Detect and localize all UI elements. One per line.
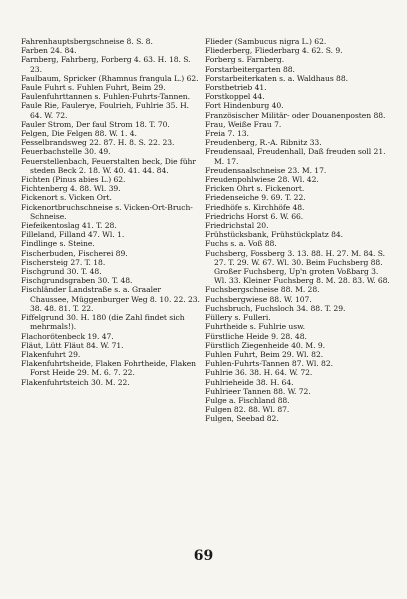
index-column-left — [21, 37, 201, 387]
index-entry: Fischersteig 27. T. 18. — [21, 257, 106, 267]
index-entry: Fahrenhauptsbergschneise 8. S. 8. — [21, 37, 153, 46]
index-entry: Fischländer Landstraße s. a. Graaler Chaussee, Müggenburger Weg 8. 10. 22. 23. 38. 48. 81. T. 22. — [21, 285, 200, 313]
index-entry: Forstarbeitergarten 88. — [205, 64, 295, 74]
index-entry: Faulenfuhrttannen s. Fuhlen-Fuhrts-Tannen. — [21, 92, 190, 102]
index-entry: Forstkoppel 44. — [205, 92, 265, 102]
index-entry: Fuhrtheide s. Fuhlrie usw. — [205, 322, 305, 332]
index-entry: Fuhlrieheide 38. H. 64. — [205, 377, 294, 387]
index-entry: Fricken Ohrt s. Fickenort. — [205, 184, 305, 194]
index-entry: Freudenpohlwiese 28. Wl. 42. — [205, 175, 319, 185]
index-entry: Friedhöfe s. Kirchhöfe 48. — [205, 202, 305, 212]
index-entry: Flakenfuhrtsteich 30. M. 22. — [21, 377, 130, 387]
index-entry: Fulgen, Seebad 82. — [205, 414, 279, 424]
index-entry: Freudenberg, R.-A. Ribnitz 33. — [205, 138, 322, 148]
index-entry: Feuerstellenbach, Feuerstalten beck, Die führ steden Beck 2. 18. W. 40. 41. 44. 84. — [21, 156, 196, 175]
index-entry: Faule Rie, Faulerye, Foulrieh, Fuhlrie 35. H. 64. W. 72. — [21, 101, 190, 120]
index-entry: Felgen, Die Felgen 88. W. 1. 4. — [21, 129, 137, 139]
index-column-right — [205, 37, 391, 424]
index-entry: Fesselbrandsweg 22. 87. H. 8. S. 22. 23. — [21, 138, 175, 148]
index-entry: Farnberg, Fahrberg, Forberg 4. 63. H. 18. S. 23. — [21, 55, 191, 74]
index-entry: Französischer Militär- oder Douanenposten 88. — [205, 110, 386, 120]
index-entry: Farben 24. 84. — [21, 46, 77, 56]
index-entry: Fuchs s. a. Voß 88. — [205, 239, 277, 249]
index-entry: Fuchsberg, Fossberg 3. 13. 88. H. 27. M. 84. S. 27. T. 29. W. 67. Wl. 30. Beim Fuchsberg 88. Großer Fuchsberg, Up'n groten Voßbarg 3. Wl. 33. Kleiner Fuchsberg 8. M. 28. 83. W. 68. — [205, 248, 390, 286]
index-entry: Fulge a. Fischland 88. — [205, 395, 290, 405]
index-entry: Fürstlich Ziegenheide 40. M. 9. — [205, 340, 325, 350]
index-entry: Fläut, Lütt Fläut 84. W. 71. — [21, 340, 124, 350]
index-entry: Flieder (Sambucus nigra L.) 62. — [205, 37, 327, 46]
index-entry: Fürstliche Heide 9. 28. 48. — [205, 331, 307, 341]
index-entry: Freudensaal, Freudenhall, Daß freuden soll 21. M. 17. — [205, 147, 386, 166]
index-entry: Fuchsbergschneise 88. M. 28. — [205, 285, 320, 295]
index-entry: Fuchsbergwiese 88. W. 107. — [205, 294, 312, 304]
index-entry: Filleland, Filland 47. Wl. 1. — [21, 230, 125, 240]
index-entry: Freudensaalschneise 23. M. 17. — [205, 165, 327, 175]
index-entry: Forstbetrieb 41. — [205, 83, 267, 93]
index-entry: Forstarbeiterkaten s. a. Waldhaus 88. — [205, 73, 348, 83]
index-entry: Fuhlen-Fuhrts-Tannen 87. Wl. 82. — [205, 359, 333, 369]
index-entry: Friedenseiche 9. 69. T. 22. — [205, 193, 306, 203]
index-entry: Findlinge s. Steine. — [21, 239, 95, 249]
index-entry: Forberg s. Farnberg. — [205, 55, 285, 65]
index-entry: Füllery s. Fulleri. — [205, 313, 271, 323]
index-entry: Fickenort s. Vicken Ort. — [21, 193, 112, 203]
index-entry: Fiffelgrund 30. H. 180 (die Zahl findet sich mehrmals!). — [21, 313, 185, 332]
index-entry: Fort Hindenburg 40. — [205, 101, 284, 111]
index-entry: Fuhlrie 36. 38. H. 64. W. 72. — [205, 368, 313, 378]
index-entry: Flachorötenbeck 19. 47. — [21, 331, 114, 341]
index-entry: Fulgen 82. 88. Wl. 87. — [205, 405, 290, 415]
index-entry: Fuchsbruch, Fuchsloch 34. 88. T. 29. — [205, 303, 346, 313]
index-entry: Fuhlen Fuhrt, Beim 29. Wl. 82. — [205, 349, 324, 359]
page-number: 69 — [193, 548, 214, 564]
index-entry: Fuhlrieer Tannen 88. W. 72. — [205, 386, 311, 396]
index-entry: Fischgrundsgraben 30. T. 48. — [21, 276, 133, 286]
index-entry: Fichten (Pinus abies L.) 62. — [21, 175, 126, 185]
index-entry: Frau, Weiße Frau 7. — [205, 119, 282, 129]
index-entry: Flakenfuhrtsheide, Flaken Fohrtheide, Flaken Forst Heide 29. M. 6. 7. 22. — [21, 359, 197, 378]
index-entry: Friedrichs Horst 6. W. 66. — [205, 211, 304, 221]
index-entry: Feuerbachstelle 30. 49. — [21, 147, 111, 157]
index-entry: Faulbaum, Spricker (Rhamnus frangula L.) 62. — [21, 73, 199, 83]
index-entry: Fischerbuden, Fischerei 89. — [21, 248, 128, 258]
index-entry: Fiefeikentoslag 41. T. 28. — [21, 221, 117, 231]
index-entry: Fischgrund 30. T. 48. — [21, 267, 102, 277]
index-entry: Frühstücksbank, Frühstückplatz 84. — [205, 230, 344, 240]
index-entry: Fliederberg, Fliederbarg 4. 62. S. 9. — [205, 46, 343, 56]
index-entry: Fauler Strom, Der faul Strom 18. T. 70. — [21, 119, 170, 129]
index-entry: Flakenfuhrt 29. — [21, 349, 81, 359]
index-entry: Fichtenberg 4. 88. Wl. 39. — [21, 184, 121, 194]
index-entry: Fickenortbruchschneise s. Vicken-Ort-Bruch-Schneise. — [21, 202, 193, 221]
index-entry: Friedrichstal 20. — [205, 221, 269, 231]
index-entry: Freia 7. 13. — [205, 129, 249, 139]
index-entry: Faule Fuhrt s. Fuhlen Fuhrt, Beim 29. — [21, 83, 166, 93]
